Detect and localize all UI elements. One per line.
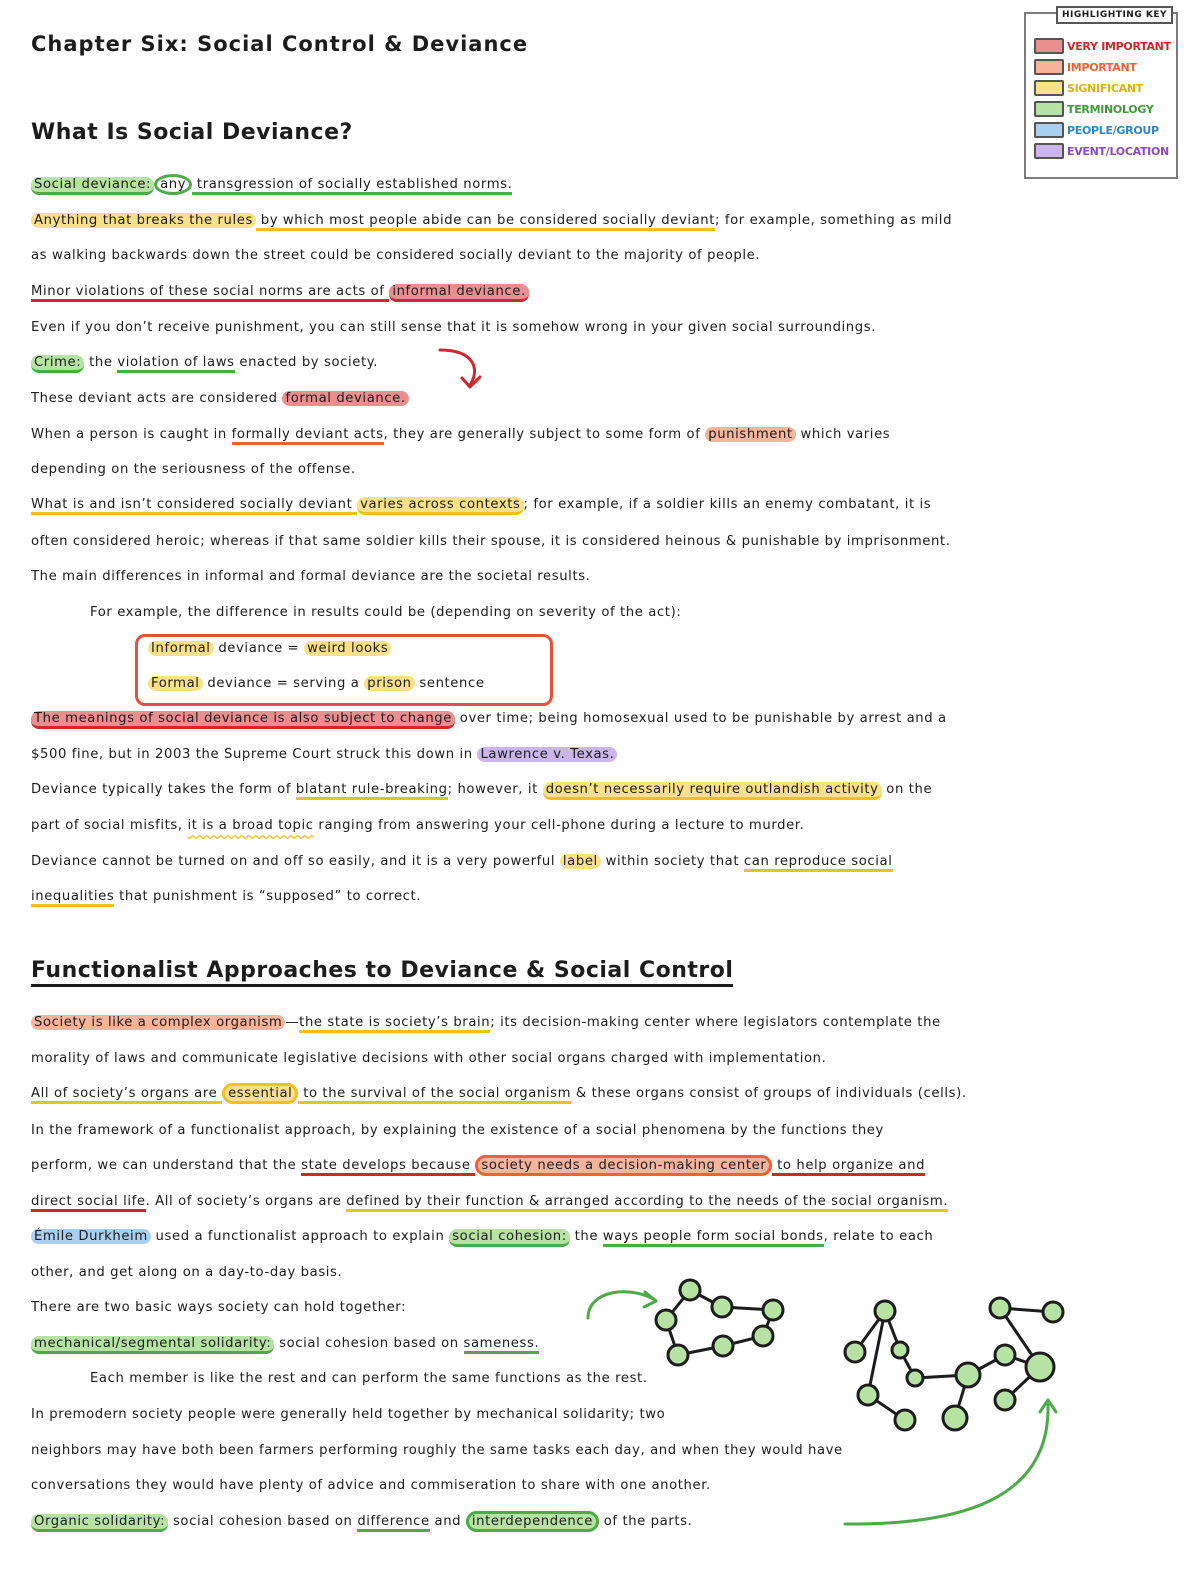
line-broad-topic: part of social misfits, it is a broad topic ranging from answering your cell-phone during a lecture to murder. xyxy=(31,818,805,833)
mechanical-node xyxy=(753,1326,773,1346)
legend-item-event-location: EVENT/LOCATION xyxy=(1034,143,1169,159)
organic-node xyxy=(995,1345,1015,1365)
line-contexts: What is and isn’t considered socially deviant varies across contexts ; for example, if a soldier kills an enemy combatant, it is xyxy=(31,495,931,515)
page-title: Chapter Six: Social Control & Deviance xyxy=(31,32,529,56)
organic-node xyxy=(990,1298,1010,1318)
organic-node xyxy=(845,1342,865,1362)
line-framework: In the framework of a functionalist approach, by explaining the existence of a social phenomena by the functions they xyxy=(31,1123,884,1138)
line-formal-deviance: These deviant acts are considered formal deviance. xyxy=(31,389,409,409)
line-minor-violations: Minor violations of these social norms are acts of informal deviance. xyxy=(31,282,529,302)
line-direct-social-life: direct social life. All of society’s organs are defined by their function & arranged according to the needs of the social organism. xyxy=(31,1192,948,1212)
line-morality: morality of laws and communicate legislative decisions with other social organs charged with implementation. xyxy=(31,1051,827,1066)
line-caught: When a person is caught in formally deviant acts, they are generally subject to some form of punishment which varies xyxy=(31,425,890,445)
box-informal: Informal deviance = weird looks xyxy=(148,639,391,659)
organic-network-edges xyxy=(855,1308,1053,1420)
box-formal: Formal deviance = serving a prison sentence xyxy=(148,674,485,694)
line-deviance-definition: Social deviance: any transgression of socially established norms. xyxy=(31,175,512,195)
person-durkheim: Émile Durkheim xyxy=(31,1229,151,1244)
legend-item-very-important: VERY IMPORTANT xyxy=(1034,38,1171,54)
mechanical-node xyxy=(713,1336,733,1356)
line-breaks-rules: Anything that breaks the rules by which most people abide can be considered socially deviant; for example, something as mild xyxy=(31,211,952,231)
legend-item-significant: SIGNIFICANT xyxy=(1034,80,1143,96)
legend-item-important: IMPORTANT xyxy=(1034,59,1137,75)
mechanical-node xyxy=(656,1310,676,1330)
circled-word: any xyxy=(154,174,192,195)
arrow-crime-to-formal xyxy=(440,350,475,385)
line-meanings-change: The meanings of social deviance is also subject to change over time; being homosexual used to be punishable by arrest and a xyxy=(31,709,947,729)
term-mechanical-solidarity: mechanical/segmental solidarity: xyxy=(31,1336,274,1354)
legend-item-people-group: PEOPLE/GROUP xyxy=(1034,122,1159,138)
line-state-develops: perform, we can understand that the state develops because society needs a decision-making center to help organize and xyxy=(31,1156,925,1176)
mechanical-node xyxy=(668,1345,688,1365)
organic-node xyxy=(943,1406,967,1430)
mechanical-node xyxy=(680,1280,700,1300)
line-durkheim: Émile Durkheim used a functionalist approach to explain social cohesion: the ways people form social bonds, relate to each xyxy=(31,1227,933,1247)
organic-node xyxy=(907,1370,923,1386)
legend-title: HIGHLIGHTING KEY xyxy=(1056,6,1173,24)
section-heading-functionalist: Functionalist Approaches to Deviance & Social Control xyxy=(31,958,733,987)
line-walking-backwards: as walking backwards down the street could be considered socially deviant to the majority of people. xyxy=(31,248,761,263)
line-main-differences: The main differences in informal and formal deviance are the societal results. xyxy=(31,569,591,584)
term-organic-solidarity: Organic solidarity: xyxy=(31,1514,168,1532)
line-crime-definition: Crime: the violation of laws enacted by society. xyxy=(31,353,378,373)
line-essential: All of society’s organs are essential to the survival of the social organism & these organs consist of groups of individuals (cells). xyxy=(31,1084,967,1104)
organic-node xyxy=(1043,1302,1063,1322)
arrowhead-green-1 xyxy=(644,1292,656,1307)
organic-node xyxy=(895,1410,915,1430)
line-no-punishment: Even if you don’t receive punishment, you can still sense that it is somehow wrong in your given social surroundings. xyxy=(31,320,877,335)
line-blatant: Deviance typically takes the form of blatant rule-breaking; however, it doesn’t necessarily require outlandish activity on the xyxy=(31,780,932,800)
mechanical-node xyxy=(763,1300,783,1320)
line-premodern: In premodern society people were generally held together by mechanical solidarity; two xyxy=(31,1407,666,1422)
organic-node xyxy=(995,1390,1015,1410)
line-conversations: conversations they would have plenty of advice and commiseration to share with one another. xyxy=(31,1478,711,1493)
line-organism: Society is like a complex organism —the state is society’s brain; its decision-making center where legislators contemplate the xyxy=(31,1013,941,1033)
line-lawrence: $500 fine, but in 2003 the Supreme Court struck this down in Lawrence v. Texas. xyxy=(31,745,617,765)
organic-node xyxy=(858,1385,878,1405)
line-seriousness: depending on the seriousness of the offense. xyxy=(31,462,356,477)
term-crime: Crime: xyxy=(31,355,84,373)
mechanical-node xyxy=(712,1297,732,1317)
line-mechanical: mechanical/segmental solidarity: social cohesion based on sameness. xyxy=(31,1334,539,1354)
line-for-example: For example, the difference in results could be (depending on severity of the act): xyxy=(90,605,682,620)
line-each-member: Each member is like the rest and can perform the same functions as the rest. xyxy=(90,1371,648,1386)
section-heading-deviance: What Is Social Deviance? xyxy=(31,120,353,145)
term-social-deviance: Social deviance: xyxy=(31,177,154,195)
line-inequalities: inequalities that punishment is “supposed” to correct. xyxy=(31,887,421,907)
line-day-to-day: other, and get along on a day-to-day basis. xyxy=(31,1265,343,1280)
organic-node xyxy=(1026,1353,1054,1381)
organic-node xyxy=(892,1342,908,1358)
organic-solidarity-diagram xyxy=(845,1298,1063,1430)
line-organic: Organic solidarity: social cohesion based on difference and interdependence of the parts. xyxy=(31,1512,692,1532)
line-label: Deviance cannot be turned on and off so easily, and it is a very powerful label within society that can reproduce social xyxy=(31,852,893,872)
mechanical-solidarity-diagram xyxy=(656,1280,783,1365)
line-neighbors: neighbors may have both been farmers performing roughly the same tasks each day, and when they would have xyxy=(31,1443,843,1458)
line-two-ways: There are two basic ways society can hold together: xyxy=(31,1300,407,1315)
organic-node xyxy=(956,1363,980,1387)
line-heroic: often considered heroic; whereas if that same soldier kills their spouse, it is considered heinous & punishable by imprisonment. xyxy=(31,534,951,549)
organic-node xyxy=(875,1301,895,1321)
legend-item-terminology: TERMINOLOGY xyxy=(1034,101,1154,117)
